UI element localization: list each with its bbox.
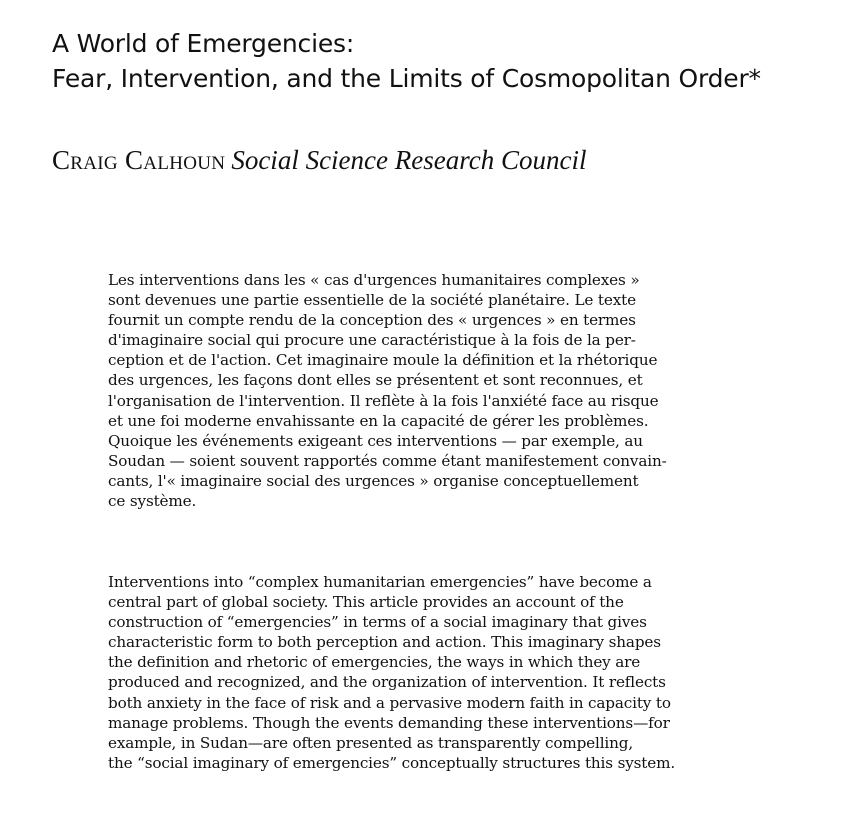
author-affiliation: Social Science Research Council <box>231 145 587 175</box>
abstract-line: construction of “emergencies” in terms of a social imaginary that gives <box>108 613 647 632</box>
abstract-line: des urgences, les façons dont elles se présentent et sont reconnues, et <box>108 371 643 390</box>
author-name: Craig Calhoun <box>52 145 226 175</box>
abstract-line: l'organisation de l'intervention. Il reflète à la fois l'anxiété face au risque <box>108 391 659 410</box>
abstract-line: both anxiety in the face of risk and a pervasive modern faith in capacity to <box>108 693 671 712</box>
abstract-english <box>108 572 828 773</box>
title-line-2: Fear, Intervention, and the Limits of Cosmopolitan Order* <box>52 64 761 93</box>
abstract-line: et une foi moderne envahissante en la capacité de gérer les problèmes. <box>108 411 649 430</box>
abstract-line: ception et de l'action. Cet imaginaire moule la définition et la rhétorique <box>108 351 658 370</box>
abstract-french <box>108 270 828 511</box>
abstract-line: produced and recognized, and the organization of intervention. It reflects <box>108 673 666 692</box>
abstract-line: ce système. <box>108 492 197 511</box>
abstract-line: manage problems. Though the events demanding these interventions—for <box>108 713 670 732</box>
abstract-line: the definition and rhetoric of emergencies, the ways in which they are <box>108 653 641 672</box>
abstract-line: central part of global society. This article provides an account of the <box>108 593 624 612</box>
abstract-line: Interventions into “complex humanitarian emergencies” have become a <box>108 573 652 591</box>
abstract-line: cants, l'« imaginaire social des urgences » organise conceptuellement <box>108 471 639 490</box>
abstract-line: example, in Sudan—are often presented as transparently compelling, <box>108 733 634 752</box>
byline <box>52 144 586 176</box>
abstract-line: fournit un compte rendu de la conception des « urgences » en termes <box>108 311 636 330</box>
abstract-line: d'imaginaire social qui procure une caractéristique à la fois de la per- <box>108 331 636 350</box>
article-title <box>52 26 761 96</box>
abstract-line: characteristic form to both perception and action. This imaginary shapes <box>108 633 661 652</box>
abstract-line: Quoique les événements exigeant ces interventions — par exemple, au <box>108 431 643 450</box>
abstract-line: sont devenues une partie essentielle de la société planétaire. Le texte <box>108 291 636 310</box>
abstract-line: the “social imaginary of emergencies” conceptually structures this system. <box>108 753 676 772</box>
abstract-line: Les interventions dans les « cas d'urgences humanitaires complexes » <box>108 271 640 289</box>
abstract-line: Soudan — soient souvent rapportés comme étant manifestement convain- <box>108 451 667 470</box>
title-line-1: A World of Emergencies: <box>52 29 355 58</box>
